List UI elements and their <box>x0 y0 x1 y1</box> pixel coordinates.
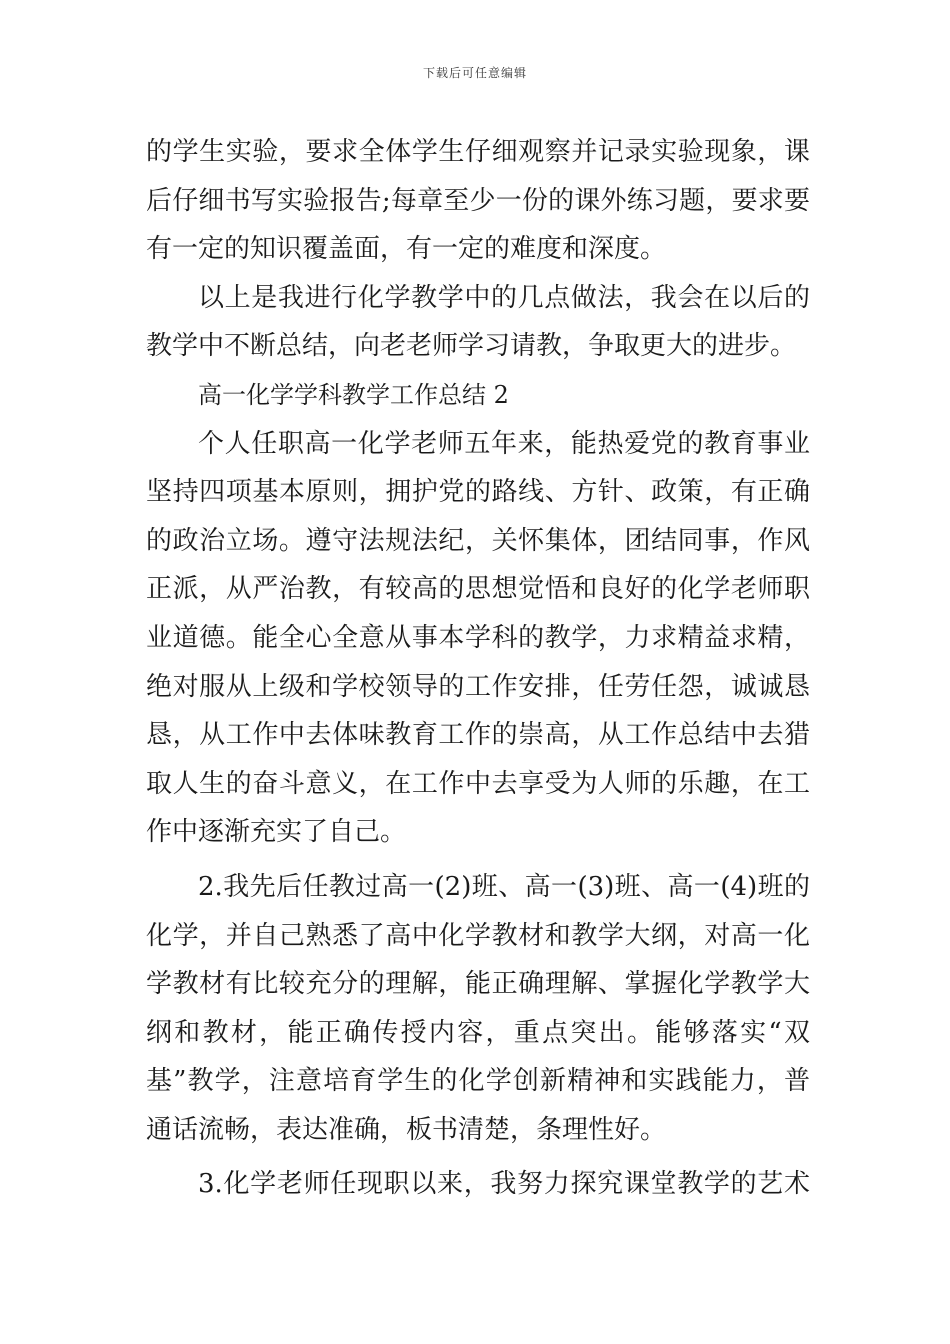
text-line: 绝对服从上级和学校领导的工作安排，任劳任怨，诚诚恳 <box>146 671 810 702</box>
text-line: 取人生的奋斗意义，在工作中去享受为人师的乐趣，在工 <box>146 768 810 799</box>
text-line: 恳，从工作中去体味教育工作的崇高，从工作总结中去猎 <box>146 720 810 751</box>
text-line: 正派，从严治教，有较高的思想觉悟和良好的化学老师职 <box>146 574 810 605</box>
text-line: 教学中不断总结，向老老师学习请教，争取更大的进步。 <box>146 331 797 362</box>
text-line: 业道德。能全心全意从事本学科的教学，力求精益求精， <box>146 622 810 653</box>
text-line: 个人任职高一化学老师五年来，能热爱党的教育事业 <box>198 428 810 459</box>
text-line: 化学，并自己熟悉了高中化学教材和教学大纲，对高一化 <box>146 920 810 951</box>
document-body <box>146 128 810 1209</box>
text-line: 学教材有比较充分的理解，能正确理解、掌握化学教学大 <box>146 969 810 1000</box>
page-header-note: 下载后可任意编辑 <box>422 66 527 80</box>
paragraph <box>146 274 810 371</box>
text-line: 基”教学，注意培育学生的化学创新精神和实践能力，普 <box>146 1066 810 1097</box>
text-line: 后仔细书写实验报告;每章至少一份的课外练习题，要求要 <box>146 185 810 216</box>
text-line: 2.我先后任教过高一(2)班、高一(3)班、高一(4)班的 <box>198 871 810 902</box>
text-line: 通话流畅，表达准确，板书清楚，条理性好。 <box>146 1114 667 1145</box>
text-line: 纲和教材，能正确传授内容，重点突出。能够落实“双 <box>146 1017 810 1048</box>
text-line: 坚持四项基本原则，拥护党的路线、方针、政策，有正确 <box>146 477 810 508</box>
text-line: 作中逐渐充实了自己。 <box>146 817 407 848</box>
text-line: 3.化学老师任现职以来，我努力探究课堂教学的艺术 <box>198 1169 810 1200</box>
paragraph <box>146 1160 810 1209</box>
text-line: 有一定的知识覆盖面，有一定的难度和深度。 <box>146 234 667 265</box>
text-line: 的学生实验，要求全体学生仔细观察并记录实验现象，课 <box>146 137 810 167</box>
paragraph <box>146 128 810 274</box>
text-line: 的政治立场。遵守法规法纪，关怀集体，团结同事，作风 <box>146 525 810 556</box>
section-heading: 高一化学学科教学工作总结 2 <box>198 380 509 409</box>
paragraph <box>146 420 810 857</box>
text-line: 以上是我进行化学教学中的几点做法，我会在以后的 <box>198 282 810 313</box>
paragraph <box>146 863 810 1155</box>
